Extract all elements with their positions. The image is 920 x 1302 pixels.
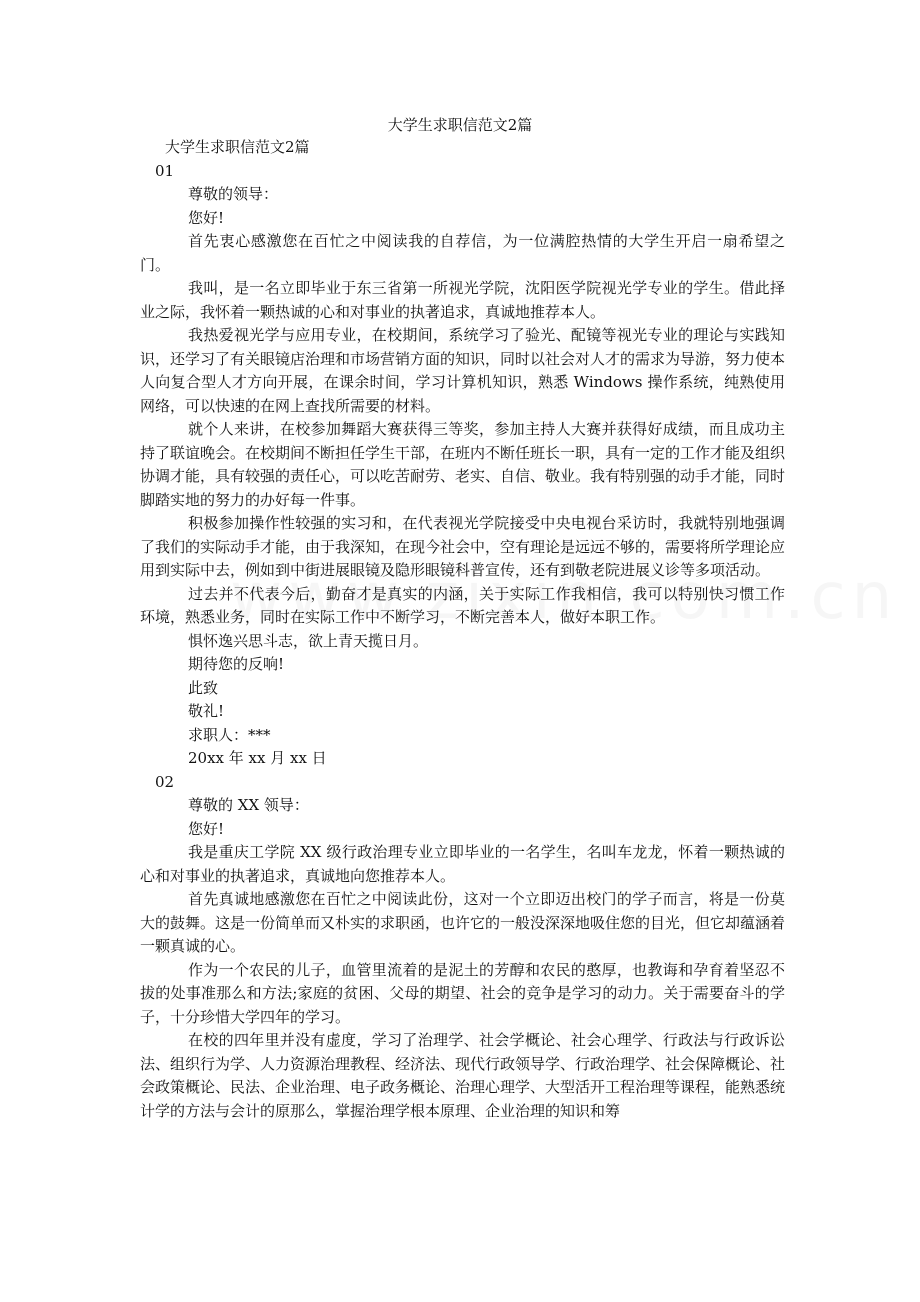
letter1-paragraph: 我叫，是一名立即毕业于东三省第一所视光学院，沈阳医学院视光学专业的学生。借此择业之际，我怀着一颗热诚的心和对事业的执著追求，真诚地推荐本人。	[140, 279, 785, 321]
document-title: 大学生求职信范文2篇	[387, 116, 533, 134]
letter1-salutation: 尊敬的领导：	[188, 185, 279, 203]
document-subtitle: 大学生求职信范文2篇	[165, 138, 310, 156]
letter2-paragraph: 我是重庆工学院 XX 级行政治理专业立即毕业的一名学生，名叫车龙龙，怀着一颗热诚的心和对事业的执著追求，真诚地向您推荐本人。	[140, 843, 785, 885]
letter2-greeting: 您好!	[188, 819, 225, 838]
letter1-signature: 求职人：***	[188, 725, 271, 744]
letter1-closing-line: 期待您的反响!	[188, 655, 285, 673]
letter1-date: 20xx 年 xx 月 xx 日	[188, 749, 327, 767]
letter1-greeting: 您好!	[188, 208, 225, 227]
letter2-paragraph: 首先真诚地感激您在百忙之中阅读此份，这对一个立即迈出校门的学子而言，将是一份莫大的鼓舞。这是一份简单而又朴实的求职函，也许它的一般没深深地吸住您的目光，但它却蕴涵着一颗真诚的心。	[140, 890, 786, 955]
document-body	[140, 136, 785, 1123]
letter2-paragraph: 在校的四年里并没有虚度，学习了治理学、社会学概论、社会心理学、行政法与行政诉讼法、组织行为学、人力资源治理教程、经济法、现代行政领导学、行政治理学、社会保障概论、社会政策概论、民法、企业治理、电子政务概论、治理心理学、大型活开工程治理等课程，能熟悉统计学的方法与会计的原那么，掌握治理学根本原理、企业治理的知识和筹	[140, 1031, 786, 1120]
letter1-closing-line: 此致	[188, 678, 219, 697]
letter2-salutation: 尊敬的 XX 领导：	[188, 796, 309, 814]
letter2-paragraph: 作为一个农民的儿子，血管里流着的是泥土的芳醇和农民的憨厚，也教诲和孕育着坚忍不拔的处事准那么和方法;家庭的贫困、父母的期望、社会的竞争是学习的动力。关于需要奋斗的学子，十分珍惜大学四年的学习。	[140, 960, 785, 1026]
letter1-paragraph: 就个人来讲，在校参加舞蹈大赛获得三等奖，参加主持人大赛并获得好成绩，而且成功主持了联谊晚会。在校期间不断担任学生干部，在班内不断任班长一职，具有一定的工作才能及组织协调才能，具有较强的责任心，可以吃苦耐劳、老实、自信、敬业。我有特别强的动手才能，同时脚踏实地的努力的办好每一件事。	[140, 420, 786, 509]
letter1-paragraph: 积极参加操作性较强的实习和，在代表视光学院接受中央电视台采访时，我就特别地强调了我们的实际动手才能，由于我深知，在现今社会中，空有理论是远远不够的，需要将所学理论应用到实际中去，例如到中街进展眼镜及隐形眼镜科普宣传，还有到敬老院进展义诊等多项活动。	[140, 514, 786, 579]
letter1-closing-line: 敬礼!	[188, 702, 225, 720]
section-number-2: 02	[155, 772, 175, 791]
letter1-paragraph: 我热爱视光学与应用专业，在校期间，系统学习了验光、配镜等视光专业的理论与实践知识，还学习了有关眼镜店治理和市场营销方面的知识，同时以社会对人才的需求为导游，努力使本人向复合型人才方向开展，在课余时间，学习计算机知识，熟悉 Windows 操作系统，纯熟使用网络，可以快速的在网上查找所需要的材料。	[140, 326, 786, 415]
letter1-paragraph: 首先衷心感激您在百忙之中阅读我的自荐信，为一位满腔热情的大学生开启一扇希望之门。	[140, 232, 785, 274]
section-number-1: 01	[155, 161, 175, 180]
letter1-paragraph: 过去并不代表今后，勤奋才是真实的内涵，关于实际工作我相信，我可以特别快习惯工作环境，熟悉业务，同时在实际工作中不断学习，不断完善本人，做好本职工作。	[140, 584, 785, 626]
letter1-closing-line: 惧怀逸兴思斗志，欲上青天揽日月。	[188, 631, 429, 650]
